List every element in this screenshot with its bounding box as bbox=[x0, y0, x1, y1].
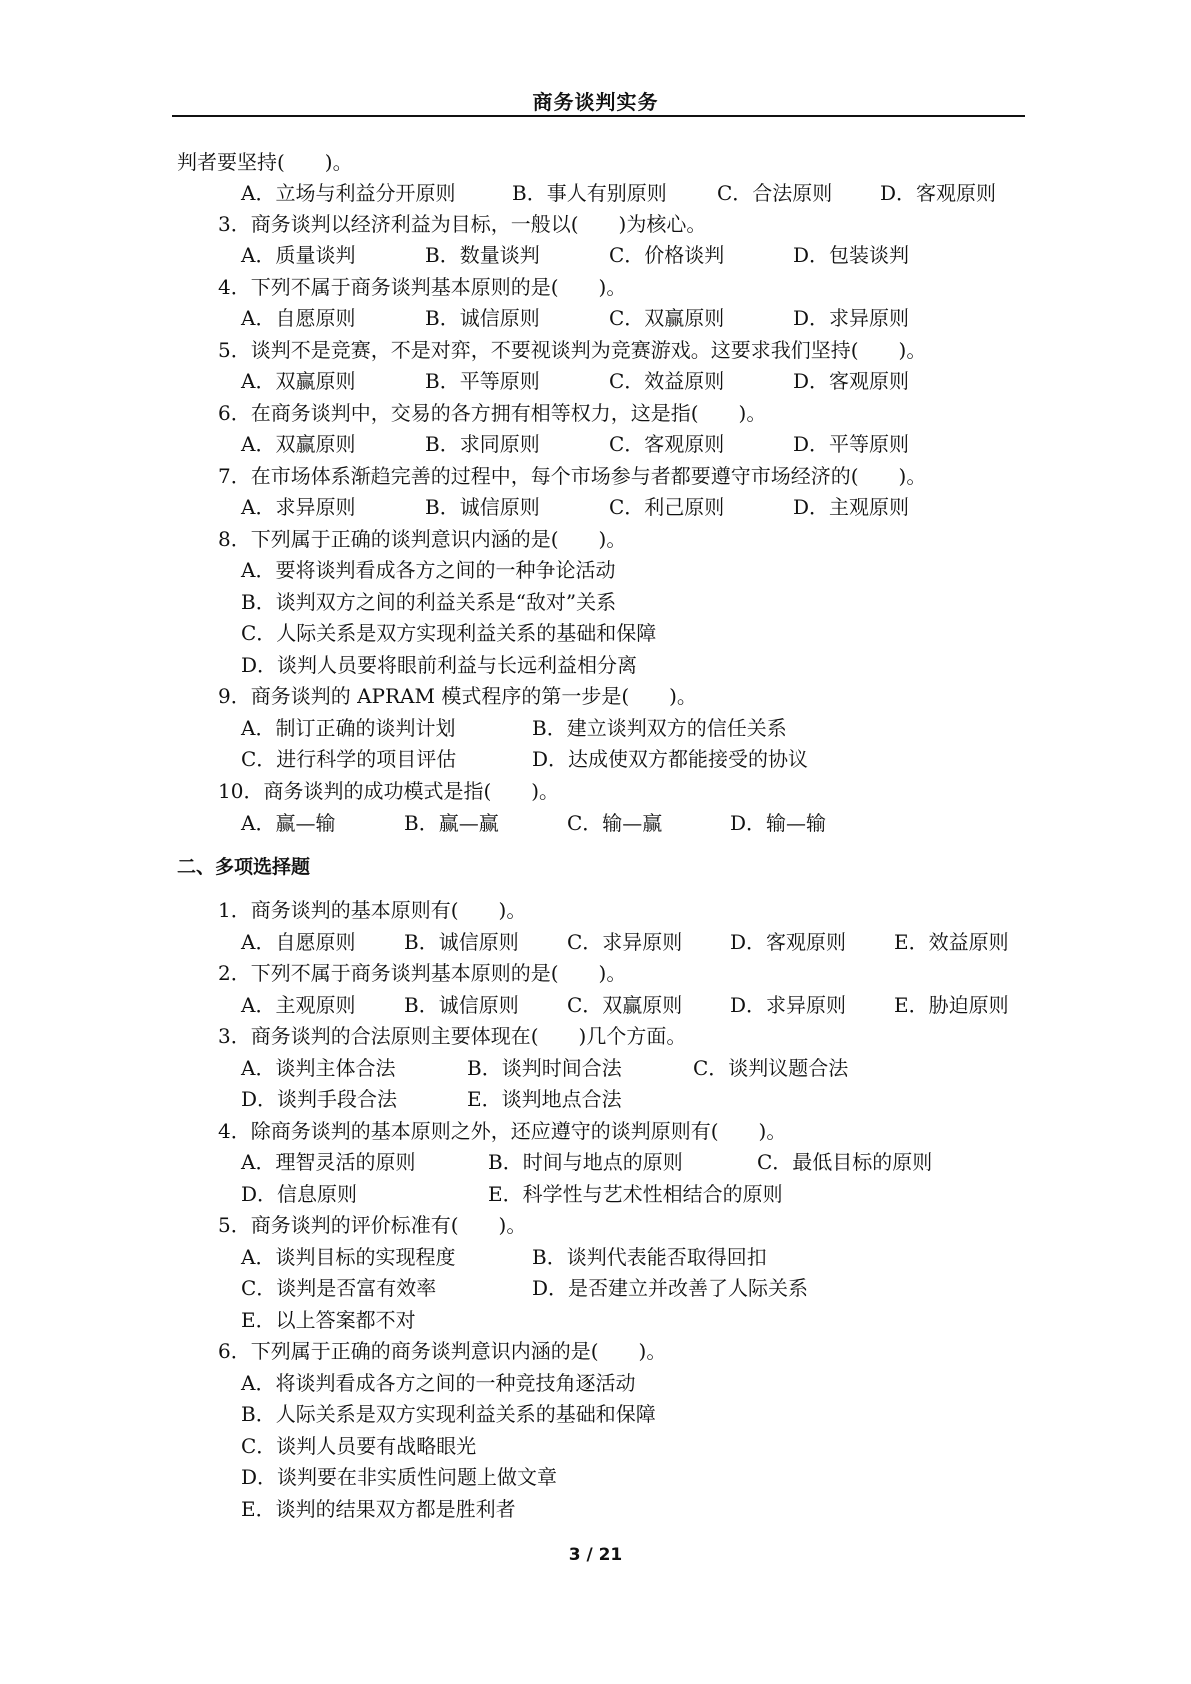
option: A．双赢原则 bbox=[241, 432, 356, 456]
option: B．求同原则 bbox=[425, 432, 540, 456]
option: D．客观原则 bbox=[793, 369, 910, 393]
option: C．最低目标的原则 bbox=[757, 1150, 933, 1174]
option: B．谈判代表能否取得回扣 bbox=[532, 1245, 767, 1269]
option: C．求异原则 bbox=[567, 930, 683, 954]
option: B．数量谈判 bbox=[425, 243, 540, 267]
question-stem: 7．在市场体系渐趋完善的过程中，每个市场参与者都要遵守市场经济的( )。 bbox=[218, 464, 927, 488]
question-stem: 4．除商务谈判的基本原则之外，还应遵守的谈判原则有( )。 bbox=[218, 1119, 787, 1143]
question-stem: 2．下列不属于商务谈判基本原则的是( )。 bbox=[218, 961, 627, 985]
option: B．事人有别原则 bbox=[512, 181, 667, 205]
option: E．谈判地点合法 bbox=[467, 1087, 622, 1111]
question-stem: 8．下列属于正确的谈判意识内涵的是( )。 bbox=[218, 527, 627, 551]
option: A．质量谈判 bbox=[241, 243, 356, 267]
option: C．合法原则 bbox=[717, 181, 833, 205]
option: C．利己原则 bbox=[609, 495, 725, 519]
option: D．达成使双方都能接受的协议 bbox=[532, 747, 809, 771]
option: B．赢—赢 bbox=[404, 811, 499, 835]
option: D．主观原则 bbox=[793, 495, 910, 519]
option: A．要将谈判看成各方之间的一种争论活动 bbox=[241, 558, 616, 582]
option: B．诚信原则 bbox=[404, 993, 519, 1017]
option: A．主观原则 bbox=[241, 993, 356, 1017]
option: B．平等原则 bbox=[425, 369, 540, 393]
option: D．求异原则 bbox=[793, 306, 910, 330]
option: D．客观原则 bbox=[730, 930, 847, 954]
option: A．自愿原则 bbox=[241, 930, 356, 954]
option: C．效益原则 bbox=[609, 369, 725, 393]
option: D．求异原则 bbox=[730, 993, 847, 1017]
option: C．客观原则 bbox=[609, 432, 725, 456]
header-title: 商务谈判实务 bbox=[532, 90, 659, 114]
option: C．人际关系是双方实现利益关系的基础和保障 bbox=[241, 621, 657, 645]
option: C．谈判议题合法 bbox=[693, 1056, 849, 1080]
question-stem: 5．谈判不是竞赛，不是对弈，不要视谈判为竞赛游戏。这要求我们坚持( )。 bbox=[218, 338, 927, 362]
option: D．客观原则 bbox=[880, 181, 997, 205]
option: B．诚信原则 bbox=[425, 306, 540, 330]
header-divider bbox=[172, 115, 1025, 117]
option: D．谈判手段合法 bbox=[241, 1087, 398, 1111]
option: A．自愿原则 bbox=[241, 306, 356, 330]
option: C．输—赢 bbox=[567, 811, 663, 835]
option: D．平等原则 bbox=[793, 432, 910, 456]
option: C．价格谈判 bbox=[609, 243, 725, 267]
option: A．理智灵活的原则 bbox=[241, 1150, 416, 1174]
option: C．谈判人员要有战略眼光 bbox=[241, 1434, 477, 1458]
option: D．是否建立并改善了人际关系 bbox=[532, 1276, 809, 1300]
option: D．信息原则 bbox=[241, 1182, 358, 1206]
option: A．谈判目标的实现程度 bbox=[241, 1245, 456, 1269]
option: E．效益原则 bbox=[894, 930, 1009, 954]
option: E．谈判的结果双方都是胜利者 bbox=[241, 1497, 516, 1521]
option: D．输—输 bbox=[730, 811, 827, 835]
option: E．科学性与艺术性相结合的原则 bbox=[488, 1182, 783, 1206]
section-heading: 二、多项选择题 bbox=[177, 856, 311, 878]
question-stem: 9．商务谈判的 APRAM 模式程序的第一步是( )。 bbox=[218, 684, 697, 708]
option: A．制订正确的谈判计划 bbox=[241, 716, 456, 740]
option: A．赢—输 bbox=[241, 811, 336, 835]
page-number: 3 / 21 bbox=[568, 1545, 623, 1565]
option: B．诚信原则 bbox=[404, 930, 519, 954]
option: D．谈判要在非实质性问题上做文章 bbox=[241, 1465, 558, 1489]
option: C．谈判是否富有效率 bbox=[241, 1276, 437, 1300]
question-stem: 4．下列不属于商务谈判基本原则的是( )。 bbox=[218, 275, 627, 299]
question-stem: 10．商务谈判的成功模式是指( )。 bbox=[218, 779, 560, 803]
option: E．胁迫原则 bbox=[894, 993, 1009, 1017]
question-stem: 1．商务谈判的基本原则有( )。 bbox=[218, 898, 527, 922]
option: D．包装谈判 bbox=[793, 243, 910, 267]
question-stem: 6．下列属于正确的商务谈判意识内涵的是( )。 bbox=[218, 1339, 667, 1363]
option: A．立场与利益分开原则 bbox=[241, 181, 456, 205]
option: C．双赢原则 bbox=[609, 306, 725, 330]
option: A．求异原则 bbox=[241, 495, 356, 519]
question-stem: 5．商务谈判的评价标准有( )。 bbox=[218, 1213, 527, 1237]
question-continuation: 判者要坚持( )。 bbox=[177, 150, 353, 174]
option: E．以上答案都不对 bbox=[241, 1308, 416, 1332]
option: B．诚信原则 bbox=[425, 495, 540, 519]
option: D．谈判人员要将眼前利益与长远利益相分离 bbox=[241, 653, 638, 677]
option: B．谈判时间合法 bbox=[467, 1056, 622, 1080]
option: B．谈判双方之间的利益关系是“敌对”关系 bbox=[241, 590, 617, 614]
option: A．将谈判看成各方之间的一种竞技角逐活动 bbox=[241, 1371, 636, 1395]
option: A．双赢原则 bbox=[241, 369, 356, 393]
option: B．人际关系是双方实现利益关系的基础和保障 bbox=[241, 1402, 656, 1426]
option: B．时间与地点的原则 bbox=[488, 1150, 683, 1174]
question-stem: 3．商务谈判的合法原则主要体现在( )几个方面。 bbox=[218, 1024, 687, 1048]
question-stem: 3．商务谈判以经济利益为目标，一般以( )为核心。 bbox=[218, 212, 707, 236]
option: C．进行科学的项目评估 bbox=[241, 747, 457, 771]
option: A．谈判主体合法 bbox=[241, 1056, 396, 1080]
question-stem: 6．在商务谈判中，交易的各方拥有相等权力，这是指( )。 bbox=[218, 401, 767, 425]
option: B．建立谈判双方的信任关系 bbox=[532, 716, 787, 740]
option: C．双赢原则 bbox=[567, 993, 683, 1017]
